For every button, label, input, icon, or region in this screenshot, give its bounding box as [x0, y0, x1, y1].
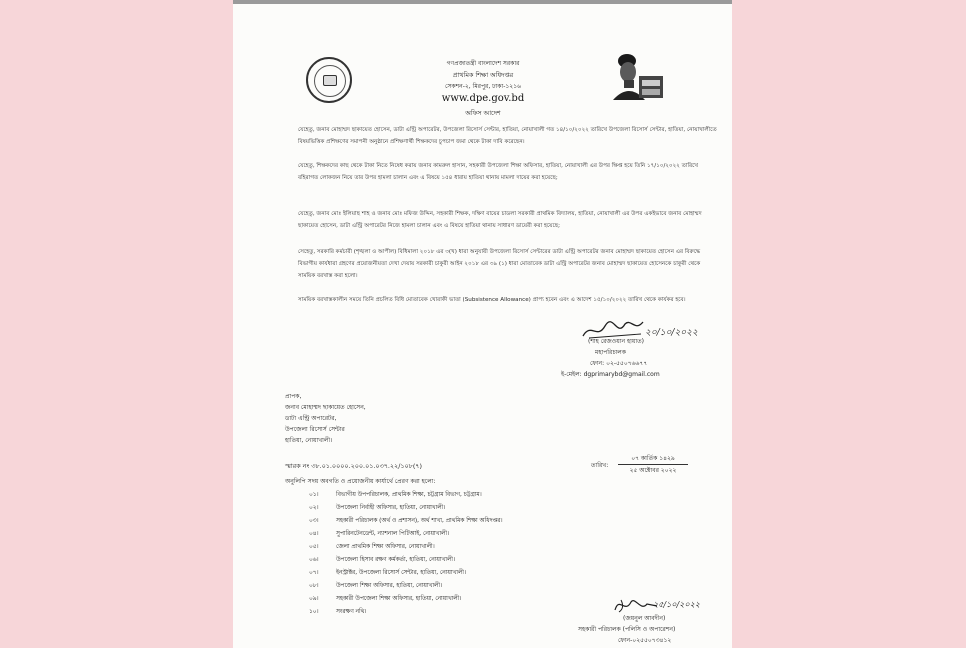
paragraph-2: যেহেতু, শিক্ষকদের কাছ থেকে টাকা নিতে নিষেধ করায় জনাব কামরুল হাসান, সহকারী উপজেলা শিক্ষা অফিসার, হাতিয়া, নোয়াখালী এর উপর ক্ষিপ্ত হয়ে তিনি ১৭/১০/২০২২ তারিখে বহিরাগত লোকজন নিয়ে তার উপর হামলা চালান এবং এ বিষয়ে ১৫৪ ধারায় হাতিয়া থানায় মামলা দায়ের করা হয়েছে; [298, 163, 699, 181]
header-website[interactable]: www.dpe.gov.bd [441, 93, 525, 104]
dg-email[interactable]: ই-মেইল: dgprimarybd@gmail.com [561, 371, 660, 378]
scan-edge [233, 0, 732, 4]
dg-title: মহাপরিচালক [595, 349, 626, 356]
memo-date-bangla: ০৭ কার্তিক ১৪২৯ [631, 455, 675, 462]
paragraph-3: যেহেতু, জনাব মোঃ ইলিয়াছ শাহ ও জনাব মোঃ মফিজ উদ্দিন, সহকারী শিক্ষক, দক্ষিণ বায়ের চাডলা সরকারী প্রাথমিক বিদ্যালয়, হাতিয়া, নোয়াখালী এর উপর একইভাবে জনাব মোহাম্মদ ছাকায়েত হোসেন, ডাটা এন্ট্রি অপারেটর নিজে হামলা চালান এবং এ বিষয়ে হাতিয়া থানায় সাধারণ ডায়েরী করা হয়েছে; [298, 211, 702, 229]
copy-item-no: ০২। [309, 505, 319, 511]
copy-item-text: সুপারিনটেনডেন্ট, ন্যাশনাল পিটিআই, নোয়াখালী। [336, 531, 450, 537]
recipient-location: হাতিয়া, নোয়াখালী। [285, 437, 333, 444]
memo-number: স্মারক নং ৩৮.০১.০০০০.২০০.০১.০৩৭.২২/১০৮(৭) [285, 462, 422, 470]
header-government: গণপ্রজাতন্ত্রী বাংলাদেশ সরকার [446, 60, 520, 67]
copy-intro: অনুলিপি সদয় অবগতি ও প্রয়োজনীয় কার্যার্থে প্রেরণ করা হলো: [285, 478, 436, 485]
paragraph-1: যেহেতু, জনাব মোহাম্মদ ছাকায়েত হোসেন, ডাটা এন্ট্রি অপারেটর, উপজেলা রিসোর্স সেন্টার, হাতিয়া, নোয়াখালী গত ১৪/১০/২০২২ তারিখে উপজেলা রিসোর্স সেন্টার, হাতিয়া, নোয়াখালীতে বিষয়ভিত্তিক প্রশিক্ষণের সমাপনী অনুষ্ঠানে প্রশিক্ষণার্থী শিক্ষকদের চুপচাপ জমা থেকে টাকা দাবি করেছেন। [298, 127, 717, 145]
mujib-year-portrait-logo [611, 52, 681, 100]
copy-item-text: জেলা প্রাথমিক শিক্ষা অফিসার, নোয়াখালী। [336, 544, 435, 550]
copy-item-no: ০৪। [309, 531, 319, 537]
copy-item-no: ১০। [309, 609, 319, 615]
copy-item-no: ০৯। [309, 596, 319, 602]
copy-item-no: ০৫। [309, 544, 319, 550]
header-address: সেকশন-২, মিরপুর, ঢাকা-১২১৬ [445, 83, 521, 90]
copy-item-no: ০৬। [309, 557, 319, 563]
copy-item-no: ০৭। [309, 570, 319, 576]
copy-item-no: ০৩। [309, 518, 319, 524]
memo-date-label: তারিখ: [591, 462, 609, 469]
copy-item-no: ০১। [309, 492, 319, 498]
header-directorate: প্রাথমিক শিক্ষা অধিদপ্তর [452, 71, 514, 79]
second-signatory-phone: ফোন-০২৫৫০৭৩৪১২ [618, 637, 672, 644]
second-signatory-title: সহকারী পরিচালক (পলিসি ও অপারেশন) [578, 626, 676, 633]
paragraph-5: সাময়িক বরখাস্তকালীন সময়ে তিনি প্রচলিত বিধি মোতাবেক খোরাকী ভাতা (Subsistence Allowance) প্রাপ্য হবেন এবং এ আদেশ ১৫/১০/২০২২ তারিখ থেকে কার্যকর হবে। [298, 297, 686, 303]
copy-item-text: ইনস্ট্রাক্টর, উপজেলা রিসোর্স সেন্টার, হাতিয়া, নোয়াখালী। [336, 570, 467, 576]
copy-item-text: উপজেলা শিক্ষা অফিসার, হাতিয়া, নোয়াখালী। [336, 583, 443, 589]
document-page [233, 0, 732, 648]
second-signature-date: ২৫/১০/২০২২ [653, 600, 700, 609]
copy-item-text: বিভাগীয় উপপরিচালক, প্রাথমিক শিক্ষা, চট্টগ্রাম বিভাগ, চট্টগ্রাম। [336, 492, 482, 498]
recipient-position: ডাটা এন্ট্রি অপারেটর, [285, 415, 337, 422]
dg-phone: ফোন: ০২-৫৫০৭৬৬৭৭ [590, 360, 648, 367]
copy-item-text: সংরক্ষণ নথি। [336, 609, 367, 615]
memo-date-english: ২৫ অক্টোবর ২০২২ [629, 467, 677, 474]
copy-item-text: উপজেলা নির্বাহী অফিসার, হাতিয়া, নোয়াখালী। [336, 505, 446, 511]
paragraph-4: সেহেতু, সরকারি কর্মচারী (শৃঙ্খলা ও আপীল) বিধিমালা ২০১৮ এর ৩(খ) ধারা অনুযায়ী উপজেলা রিসোর্স সেন্টারের ডাটা এন্ট্রি অপারেটর জনাব মোহাম্মদ ছাকায়েত হোসেন এর বিরুদ্ধে বিভাগীয় কার্যধারা গ্রহণের প্রয়োজনীয়তা দেখা দেয়ায় সরকারী চাকুরী আইন ২০১৮ এর ৩৯ (১) ধারা মোতাবেক ডাটা এন্ট্রি অপারেটর জনাব মোহাম্মদ ছাকায়েত হোসেনকে চাকুরী থেকে সাময়িক বরখাস্ত করা হলো। [298, 249, 701, 279]
government-seal-logo [306, 57, 352, 103]
date-divider [618, 464, 688, 465]
order-title: অফিস আদেশ [465, 109, 501, 117]
copy-item-text: সহকারী পরিচালক (অর্থ ও প্রশাসন), অর্থ শাখা, প্রাথমিক শিক্ষা অধিদপ্তর। [336, 518, 503, 524]
copy-item-no: ০৮। [309, 583, 319, 589]
second-signatory-name: (জয়নুল আবদীন) [623, 615, 666, 622]
recipient-label: প্রাপক, [285, 393, 302, 400]
copy-item-text: সহকারী উপজেলা শিক্ষা অফিসার, হাতিয়া, নোয়াখালী। [336, 596, 462, 602]
recipient-office: উপজেলা রিসোর্স সেন্টার [285, 426, 345, 433]
copy-item-text: উপজেলা হিসাব রক্ষণ কর্মকর্তা, হাতিয়া, নোয়াখালী। [336, 557, 456, 563]
dg-signature-date: ২০/১০/২০২২ [645, 328, 698, 338]
dg-name: (শাহ রেজওয়ান হায়াত) [588, 338, 644, 345]
recipient-name: জনাব মোহাম্মদ ছাকায়েত হোসেন, [285, 404, 366, 411]
